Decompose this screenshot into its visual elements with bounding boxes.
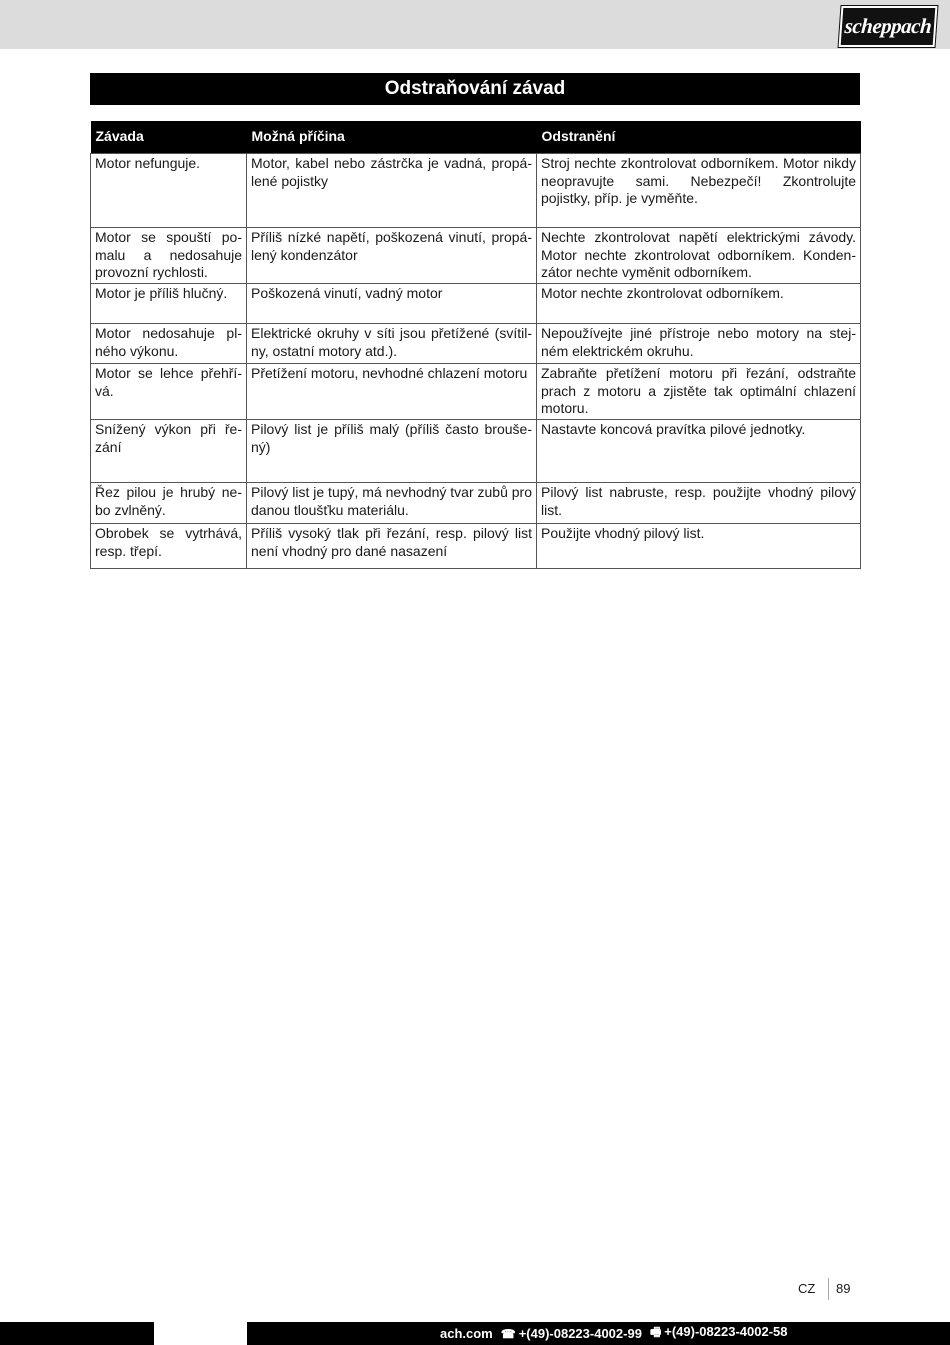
language-code: CZ: [798, 1281, 816, 1296]
remedy-cell: Zabraňte přetížení motoru při řezání, odstraňte prach z motoru a zjistěte tak optimální chlazení motoru.: [537, 364, 861, 420]
fault-cell: Motor se spouští pomalu a nedosahuje provozní rychlosti.: [91, 228, 247, 284]
cause-cell: Pilový list je tupý, má nevhodný tvar zubů pro danou tloušťku materiálu.: [247, 483, 537, 524]
fault-cell: Snížený výkon při řezání: [91, 420, 247, 483]
table-row: [91, 154, 861, 228]
troubleshooting-table: [90, 121, 861, 569]
column-header-fault: Závada: [91, 121, 247, 154]
remedy-cell: Stroj nechte zkontrolovat odborníkem. Motor nikdy neopravujte sami. Nebezpečí! Zkontrolujte pojistky, příp. je vyměňte.: [537, 154, 861, 228]
table-row: [91, 483, 861, 524]
table-row: [91, 284, 861, 324]
table-row: [91, 228, 861, 284]
website-text: ach.com: [440, 1326, 493, 1341]
fax-icon: 🖷: [649, 1325, 662, 1339]
remedy-cell: Nepoužívejte jiné přístroje nebo motory na stejném elektrickém okruhu.: [537, 324, 861, 364]
table-row: [91, 324, 861, 364]
cause-cell: Pilový list je příliš malý (příliš často broušený): [247, 420, 537, 483]
fault-cell: Motor je příliš hlučný.: [91, 284, 247, 324]
remedy-cell: Pilový list nabruste, resp. použijte vhodný pilový list.: [537, 483, 861, 524]
cause-cell: Příliš nízké napětí, poškozená vinutí, propálený kondenzátor: [247, 228, 537, 284]
fault-cell: Motor nedosahuje plného výkonu.: [91, 324, 247, 364]
cause-cell: Poškozená vinutí, vadný motor: [247, 284, 537, 324]
fault-cell: Obrobek se vytrhává, resp. třepí.: [91, 524, 247, 569]
phone-group: [501, 1326, 642, 1341]
fault-cell: Motor se lehce přehřívá.: [91, 364, 247, 420]
remedy-cell: Nastavte koncová pravítka pilové jednotky.: [537, 420, 861, 483]
phone-icon: ☎: [500, 1327, 516, 1341]
column-header-cause: Možná příčina: [247, 121, 537, 154]
fax-group: [650, 1323, 788, 1344]
phone-number: +(49)-08223-4002-99: [518, 1326, 642, 1341]
cause-cell: Přetížení motoru, nevhodné chlazení motoru: [247, 364, 537, 420]
table-row: [91, 364, 861, 420]
scheppach-logo: scheppach: [839, 6, 938, 47]
column-header-remedy: Odstranění: [537, 121, 861, 154]
table-row: [91, 420, 861, 483]
cause-cell: Motor, kabel nebo zástrčka je vadná, propálené pojistky: [247, 154, 537, 228]
table-row: [91, 524, 861, 569]
footer-divider: [828, 1278, 829, 1300]
table-header-row: [91, 121, 861, 154]
header-bar: [0, 0, 950, 49]
fax-number: +(49)-08223-4002-58: [664, 1324, 788, 1339]
fault-cell: Motor nefunguje.: [91, 154, 247, 228]
fault-cell: Řez pilou je hrubý nebo zvlněný.: [91, 483, 247, 524]
remedy-cell: Motor nechte zkontrolovat odborníkem.: [537, 284, 861, 324]
cause-cell: Příliš vysoký tlak při řezání, resp. pilový list není vhodný pro dané nasazení: [247, 524, 537, 569]
remedy-cell: Použijte vhodný pilový list.: [537, 524, 861, 569]
cause-cell: Elektrické okruhy v síti jsou přetížené (svítilny, ostatní motory atd.).: [247, 324, 537, 364]
page-number: 89: [836, 1281, 851, 1296]
remedy-cell: Nechte zkontrolovat napětí elektrickými závody. Motor nechte zkontrolovat odborníkem. Kondenzátor nechte vyměnit odborníkem.: [537, 228, 861, 284]
contact-line: [440, 1322, 820, 1345]
section-title: Odstraňování závad: [90, 73, 860, 105]
footer-bar-gap: [154, 1322, 247, 1345]
